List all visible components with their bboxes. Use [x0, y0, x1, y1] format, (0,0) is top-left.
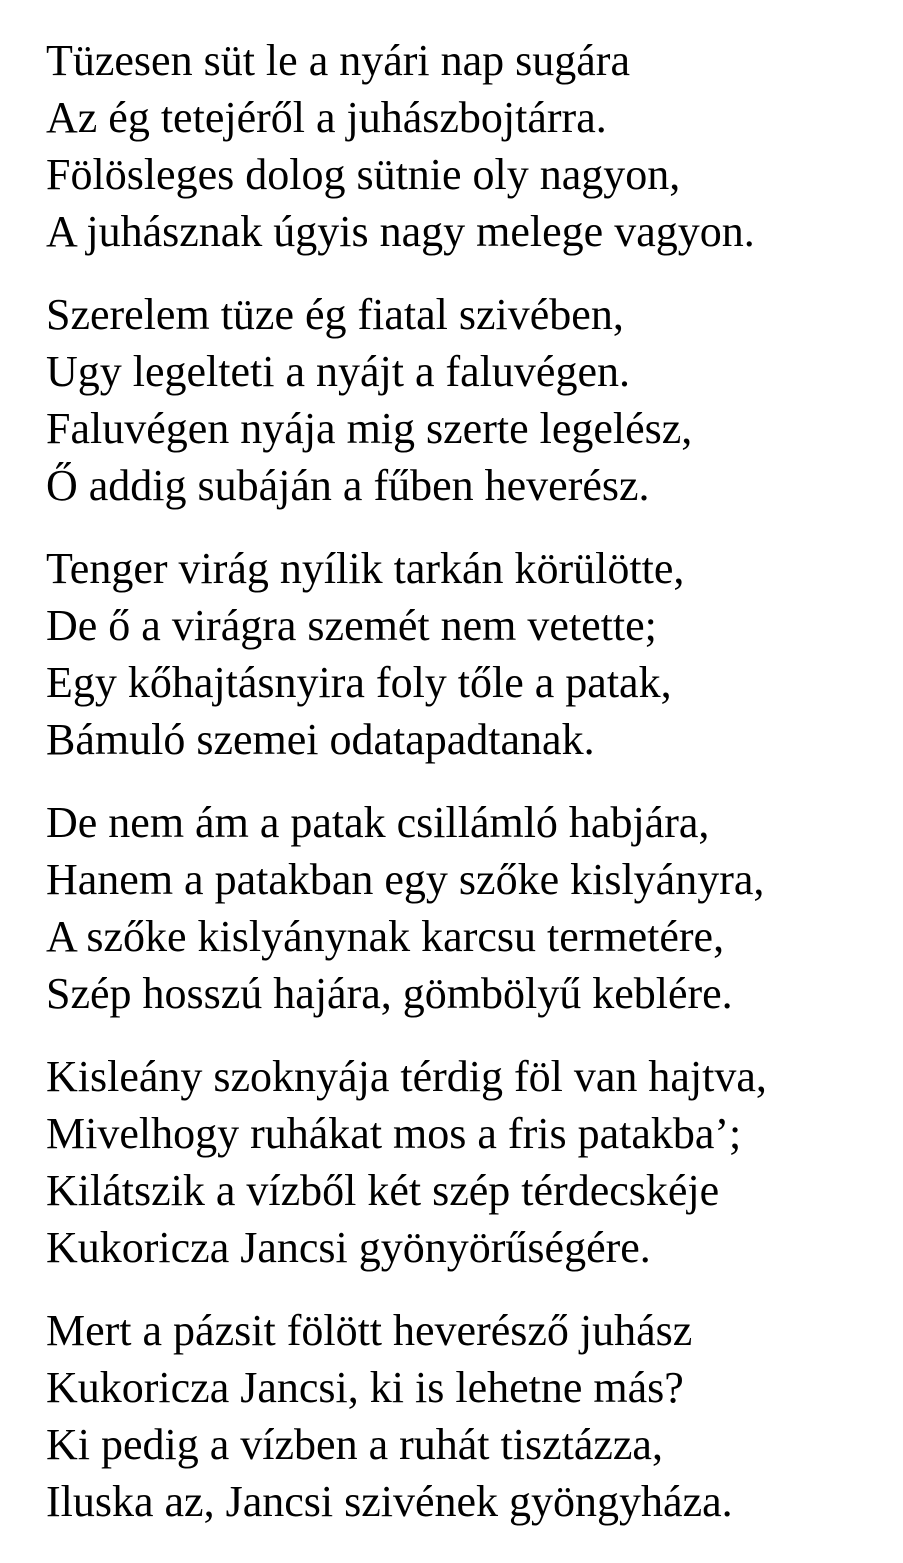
poem-line: Bámuló szemei odatapadtanak.: [46, 715, 595, 764]
poem-line: Ugy legelteti a nyájt a faluvégen.: [46, 347, 630, 396]
poem-line: Hanem a patakban egy szőke kislyányra,: [46, 855, 765, 904]
stanza-3: [46, 540, 767, 768]
stanza-5: [46, 1048, 767, 1276]
poem-line: De ő a virágra szemét nem vetette;: [46, 601, 657, 650]
stanza-2: [46, 286, 767, 514]
poem-text: [46, 32, 767, 1556]
poem-line: Faluvégen nyája mig szerte legelész,: [46, 404, 693, 453]
poem-line: Kisleány szoknyája térdig föl van hajtva,: [46, 1052, 767, 1101]
poem-line: Kukoricza Jancsi, ki is lehetne más?: [46, 1363, 684, 1412]
stanza-1: [46, 32, 767, 260]
poem-line: Szerelem tüze ég fiatal szivében,: [46, 290, 624, 339]
poem-line: Fölösleges dolog sütnie oly nagyon,: [46, 150, 681, 199]
poem-line: Szép hosszú hajára, gömbölyű keblére.: [46, 969, 733, 1018]
poem-line: Az ég tetejéről a juhászbojtárra.: [46, 93, 607, 142]
poem-line: Tüzesen süt le a nyári nap sugára: [46, 36, 630, 85]
poem-line: Ki pedig a vízben a ruhát tisztázza,: [46, 1420, 663, 1469]
poem-line: Egy kőhajtásnyira foly tőle a patak,: [46, 658, 672, 707]
poem-line: Iluska az, Jancsi szivének gyöngyháza.: [46, 1477, 733, 1526]
poem-line: Mivelhogy ruhákat mos a fris patakba’;: [46, 1109, 742, 1158]
poem-line: Ő addig subáján a fűben heverész.: [46, 461, 650, 510]
stanza-6: [46, 1302, 767, 1530]
poem-line: Kilátszik a vízből két szép térdecskéje: [46, 1166, 720, 1215]
poem-line: Mert a pázsit fölött heverésző juhász: [46, 1306, 693, 1355]
poem-line: Kukoricza Jancsi gyönyörűségére.: [46, 1223, 651, 1272]
poem-line: Tenger virág nyílik tarkán körülötte,: [46, 544, 685, 593]
poem-line: A szőke kislyánynak karcsu termetére,: [46, 912, 725, 961]
poem-line: De nem ám a patak csillámló habjára,: [46, 798, 710, 847]
poem-line: A juhásznak úgyis nagy melege vagyon.: [46, 207, 755, 256]
stanza-4: [46, 794, 767, 1022]
